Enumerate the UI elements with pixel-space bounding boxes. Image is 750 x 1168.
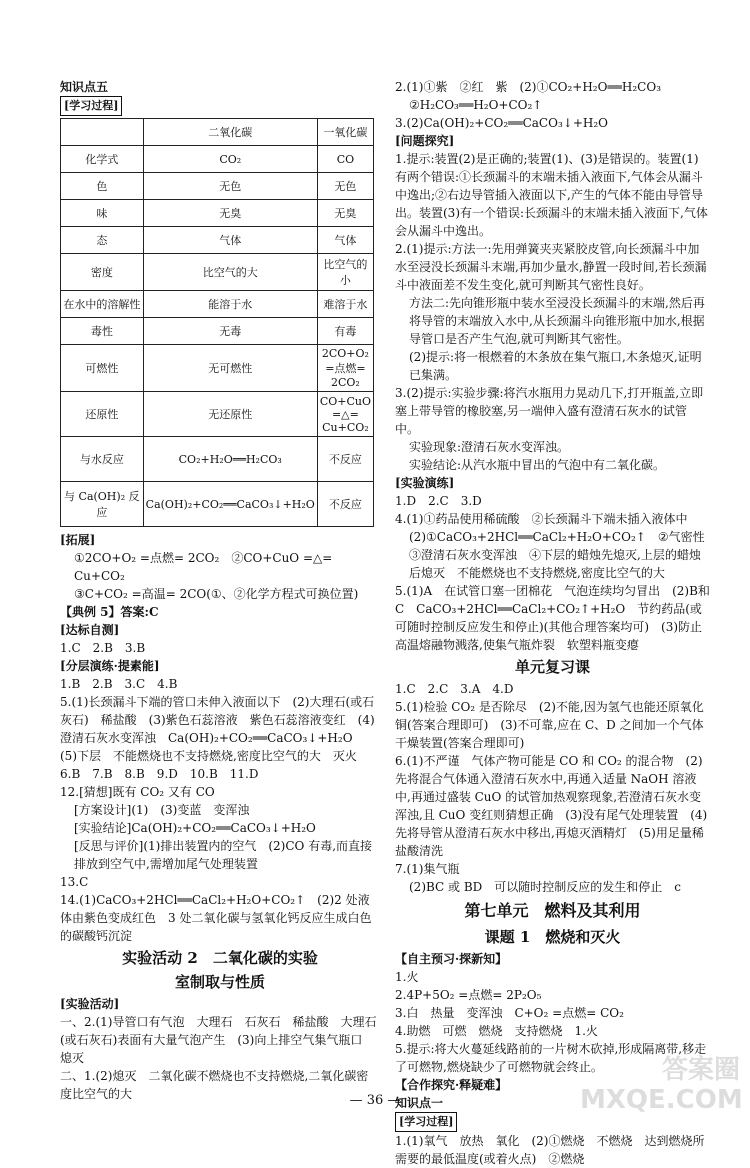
table-cell: 色 [61,173,144,200]
answer-line: 实验结论:从汽水瓶中冒出的气泡中有二氧化碳。 [409,458,666,472]
answer-line: 7.(1)集气瓶 [395,862,460,876]
answer-line: 3.白 热量 变浑浊 C+O₂ =点燃= CO₂ [395,1006,624,1020]
answer-line: 2.(1)①紫 ②红 紫 (2)①CO₂+H₂O══H₂CO₃ [395,80,661,94]
table-row [61,200,374,227]
activity-title: 实验活动 2 二氧化碳的实验 [122,949,318,967]
unit-review-title: 单元复习课 [514,658,590,676]
answer-line: 1.D 2.C 3.D [395,494,482,508]
table-cell: 无臭 [143,200,317,227]
table-cell: CO [317,146,373,173]
table-cell: CO+CuO =△= Cu+CO₂ [317,392,373,437]
section-heading: 【自主预习·探新知】 [395,952,508,966]
table-cell: 有毒 [317,318,373,345]
answer-line: [反思与评价](1)排出装置内的空气 (2)CO 有毒,而直接排放到空气中,需增加尾气处理装置 [74,839,373,871]
table-header-cell: 一氧化碳 [317,119,373,146]
answer-line: ③澄清石灰水变浑浊 ④下层的蜡烛先熄灭,上层的蜡烛后熄灭 不能燃烧也不支持燃烧,密度比空气的大 [409,548,701,580]
learning-process-tag: [学习过程] [395,1112,457,1132]
table-cell: 味 [61,200,144,227]
right-column [395,78,710,1168]
knowledge-point-title: 知识点一 [395,1096,444,1110]
answer-line: 12.[猜想]既有 CO₂ 又有 CO [60,785,215,799]
topic1-title: 课题 1 燃烧和灭火 [484,928,621,946]
table-row [61,254,374,291]
answer-line: 5.(1)检验 CO₂ 是否除尽 (2)不能,因为氢气也能还原氧化铜(答案合理即可) (3)不可靠,应在 C、D 之间加一个气体干燥装置(答案合理即可) [395,700,704,750]
table-row [61,345,374,392]
expand-line: ③C+CO₂ =高温= 2CO(①、②化学方程式可换位置) [74,587,359,601]
answer-line: 二、1.(2)熄灭 二氧化碳不燃烧也不支持燃烧,二氧化碳密度比空气的大 [60,1069,369,1101]
learning-process-tag: [学习过程] [60,96,122,116]
table-cell: 不反应 [317,482,373,527]
answer-line: 5.(1)长颈漏斗下端的管口未伸入液面以下 (2)大理石(或石灰石) 稀盐酸 (3)紫色石蕊溶液 紫色石蕊溶液变红 (4)澄清石灰水变浑浊 Ca(OH)₂+CO₂══CaCO₃↓+H₂O (5)下层 不能燃烧也不支持燃烧,密度比空气的大 灭火 [60,695,375,763]
answer-line: 2.(1)提示:方法一:先用弹簧夹夹紧胶皮管,向长颈漏斗中加水至浸没长颈漏斗末端,再加少量水,静置一段时间,若长颈漏斗中液面差不发生变化,就可判断其气密性良好。 [395,242,707,292]
watermark-logo: 答案圈 MXQE.COM [580,1055,743,1115]
answer-line: 5.(1)A 在试管口塞一团棉花 气泡连续均匀冒出 (2)B和 C CaCO₃+2HCl══CaCl₂+CO₂↑+H₂O 节约药品(或可随时控制反应发生和停止)(其他合理答案均可) (3)防止高温熔融物溅落,使集气瓶炸裂 软塑料瓶变瘪 [395,584,710,652]
table-row [61,173,374,200]
table-cell: CO₂ [143,146,317,173]
answer-line: (2)提示:将一根燃着的木条放在集气瓶口,木条熄灭,证明已集满。 [409,350,702,382]
left-column [60,78,380,1103]
answer-line: ②H₂CO₃══H₂O+CO₂↑ [409,98,543,112]
table-cell: 毒性 [61,318,144,345]
section-heading: [问题探究] [395,134,455,148]
answer-line: 实验现象:澄清石灰水变浑浊。 [409,440,570,454]
answer-line: [实验结论]Ca(OH)₂+CO₂══CaCO₃↓+H₂O [74,821,316,835]
answer-line: 方法二:先向锥形瓶中装水至浸没长颈漏斗的末端,然后再将导管的末端放入水中,从长颈漏斗向锥形瓶中加水,根据导管口是否产生气泡,就可判断其气密性。 [409,296,705,346]
answer-line: 一、2.(1)导管口有气泡 大理石 石灰石 稀盐酸 大理石(或石灰石)表面有大量气泡产生 (3)向上排空气集气瓶口 熄灭 [60,1015,377,1065]
table-cell: 无还原性 [143,392,317,437]
answer-line: [方案设计](1) (3)变蓝 变浑浊 [74,803,250,817]
table-cell: 无毒 [143,318,317,345]
table-row [61,291,374,318]
table-cell: Ca(OH)₂+CO₂══CaCO₃↓+H₂O [143,482,317,527]
table-cell: 气体 [317,227,373,254]
table-cell: 难溶于水 [317,291,373,318]
kp5-title: 知识点五 [60,80,109,94]
answer-line: 1.C 2.C 3.A 4.D [395,682,514,696]
answer-line: 6.(1)不严谨 气体产物可能是 CO 和 CO₂ 的混合物 (2)先将混合气体通入澄清石灰水中,再通入适量 NaOH 溶液中,再通过盛装 CuO 的试管加热观察现象,若澄清石灰水变浑浊,且 CuO 变红则猜想正确 (3)没有尾气处理装置 (4)先将导管从澄清石灰水中移出,再熄灭酒精灯 (5)用足量稀盐酸清洗 [395,754,708,858]
table-row [61,437,374,482]
answer-line: (2)BC 或 BD 可以随时控制反应的发生和停止 c [409,880,682,894]
table-cell: 不反应 [317,437,373,482]
table-cell: 气体 [143,227,317,254]
answer-line: 1.B 2.B 3.C 4.B [60,677,178,691]
answer-line: 2.4P+5O₂ =点燃= 2P₂O₅ [395,988,542,1002]
table-cell: 与水反应 [61,437,144,482]
table-cell: 密度 [61,254,144,291]
table-cell: 比空气的大 [143,254,317,291]
section-heading: [实验活动] [60,997,120,1011]
answer-line: 4.助燃 可燃 燃烧 支持燃烧 1.火 [395,1024,598,1038]
answer-line: 6.B 7.B 8.B 9.D 10.B 11.D [60,767,259,781]
expand-title: [拓展] [60,533,96,547]
answer-line: 1.C 2.B 3.B [60,641,146,655]
table-cell: 能溶于水 [143,291,317,318]
table-row [61,392,374,437]
answer-line: 3.(2)Ca(OH)₂+CO₂══CaCO₃↓+H₂O [395,116,608,130]
activity-title: 室制取与性质 [174,973,265,991]
section-heading: [分层演练·提素能] [60,659,160,673]
expand-line: ①2CO+O₂ =点燃= 2CO₂ ②CO+CuO =△= Cu+CO₂ [74,551,333,583]
answer-line: 3.(2)提示:实验步骤:将汽水瓶用力晃动几下,打开瓶盖,立即塞上带导管的橡胶塞,另一端伸入盛有澄清石灰水的试管中。 [395,386,704,436]
table-header-cell [61,119,144,146]
answer-line: 14.(1)CaCO₃+2HCl══CaCl₂+H₂O+CO₂↑ (2)2 处液体由紫色变成红色 3 处二氧化碳与氢氧化钙反应生成白色的碳酸钙沉淀 [60,893,372,943]
answer-line: 【典例 5】答案:C [60,605,159,619]
answer-line: (2)①CaCO₃+2HCl══CaCl₂+H₂O+CO₂↑ ②气密性 [409,530,705,544]
table-cell: 无色 [143,173,317,200]
section-heading: [达标自测] [60,623,120,637]
section-heading: 【合作探究·释疑难】 [395,1078,508,1092]
table-cell: 与 Ca(OH)₂ 反应 [61,482,144,527]
unit7-title: 第七单元 燃料及其利用 [464,901,641,920]
table-row [61,318,374,345]
answer-line: 4.(1)①药品使用稀硫酸 ②长颈漏斗下端未插入液体中 [395,512,688,526]
table-cell: 无臭 [317,200,373,227]
table-row [61,482,374,527]
answer-line: 13.C [60,875,89,889]
table-row [61,146,374,173]
co2-co-comparison-table [60,118,374,527]
table-header-cell: 二氧化碳 [143,119,317,146]
table-header-row [61,119,374,146]
answer-line: 1.提示:装置(2)是正确的;装置(1)、(3)是错误的。装置(1)有两个错误:①长颈漏斗的末端未插入液面下,气体会从漏斗中逸出;②右边导管插入液面以下,产生的气体不能由导管导出。装置(3)有一个错误:长颈漏斗的末端未插入液面下,气体会从漏斗中逸出。 [395,152,708,238]
answer-line: 5.提示:将大火蔓延线路前的一片树木砍掉,形成隔离带,移走了可燃物,燃烧缺少了可燃物就会终止。 [395,1042,707,1074]
page-number: — 36 — [349,1093,401,1108]
table-cell: 在水中的溶解性 [61,291,144,318]
answer-line: 1.火 [395,970,419,984]
answer-line: 1.(1)氧气 放热 氧化 (2)①燃烧 不燃烧 达到燃烧所需要的最低温度(或着火点) ②燃烧 [395,1134,705,1166]
table-cell: 比空气的小 [317,254,373,291]
table-cell: 化学式 [61,146,144,173]
table-cell: 可燃性 [61,345,144,392]
table-cell: CO₂+H₂O══H₂CO₃ [143,437,317,482]
table-cell: 态 [61,227,144,254]
section-heading: [实验演练] [395,476,455,490]
table-cell: 还原性 [61,392,144,437]
table-cell: 2CO+O₂ =点燃= 2CO₂ [317,345,373,392]
table-row [61,227,374,254]
table-cell: 无可燃性 [143,345,317,392]
table-cell: 无色 [317,173,373,200]
